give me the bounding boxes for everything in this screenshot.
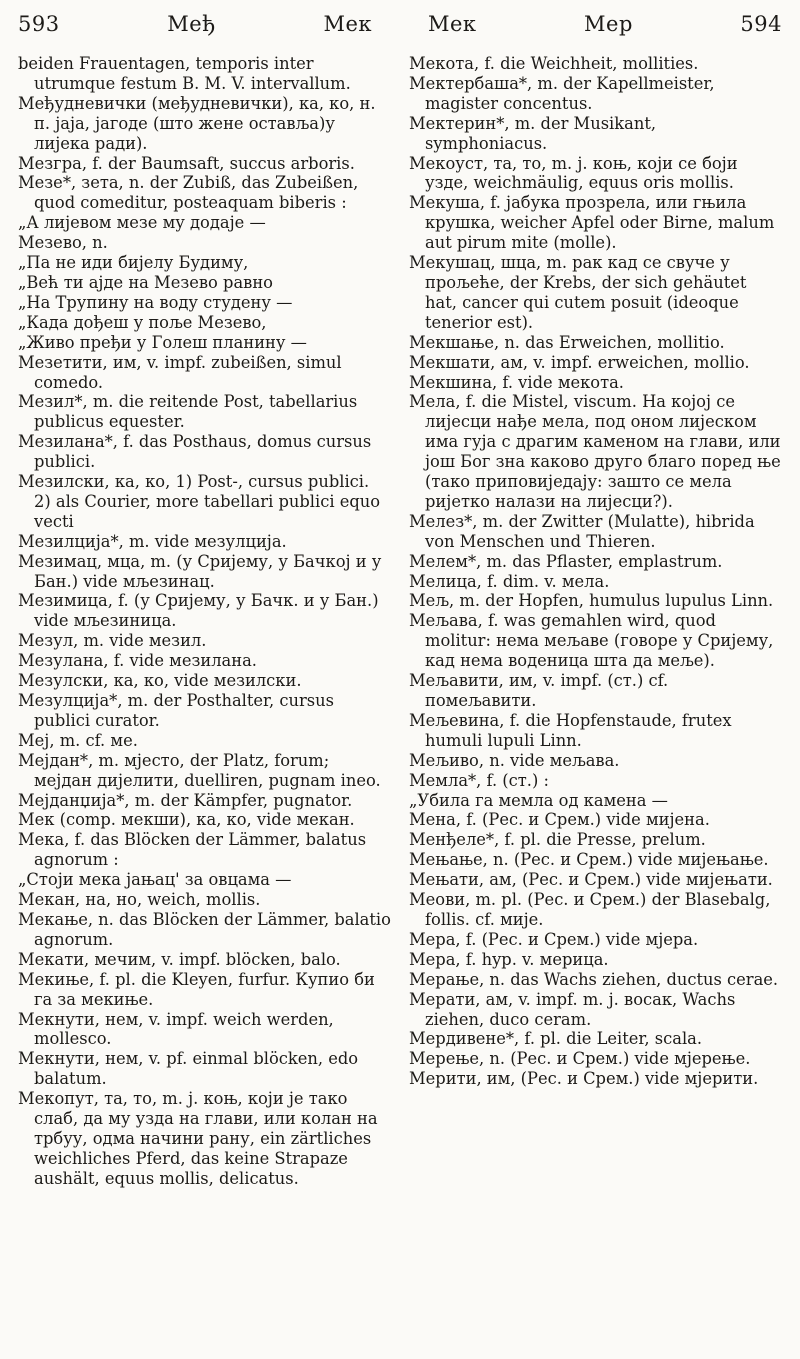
dictionary-entry: Мерати, ам, v. impf. m. j. восак, Wachs ziehen, duco ceram. (409, 989, 736, 1029)
dictionary-entry: Мела, f. die Mistel, viscum. На којој се лијесци нађе мела, под оном лијеском има гуја с драгим каменом на глави, или још Бог зна каково друго благо поред ње (тако приповиједају: зашто се мела ријетко налази на лијесци?). (409, 392, 781, 511)
dictionary-entry: Мектербаша*, m. der Kapellmeister, magister concentus. (409, 73, 715, 113)
dictionary-entry: Мек (comp. мекши), ка, ко, vide мекан. (18, 810, 355, 830)
dictionary-entry: Меј, m. cf. ме. (18, 730, 138, 750)
dictionary-entry: „Живо пређи у Голеш планину — (18, 332, 307, 352)
dictionary-entry: Меjдан*, m. мјесто, der Platz, forum; меjдан дијелити, duelliren, pugnam ineo. (18, 750, 381, 790)
dictionary-entry: Мезетити, им, v. impf. zubeißen, simul comedo. (18, 352, 342, 392)
dictionary-entry: Мељавити, им, v. impf. (ст.) cf. помељавити. (409, 671, 669, 710)
dictionary-entry: Мекан, на, но, weich, mollis. (18, 890, 261, 910)
left-guide-word-first: Међ (167, 12, 216, 36)
dictionary-entry: Мекање, n. das Blöcken der Lämmer, balatio agnorum. (18, 909, 391, 949)
dictionary-entry: „На Трупину на воду студену — (18, 292, 293, 312)
page-header (18, 12, 782, 46)
dictionary-entry: Мељ, m. der Hopfen, humulus lupulus Linn. (409, 591, 774, 611)
dictionary-entry: Мезилција*, m. vide мезулција. (18, 531, 287, 551)
dictionary-entry: Мезгра, f. der Baumsaft, succus arboris. (18, 153, 355, 173)
dictionary-entry: „Па не иди бијелу Будиму, (18, 253, 249, 273)
dictionary-entry: Мера, f. hyp. v. мерица. (409, 949, 609, 969)
dictionary-entry: Међудневички (међудневички), ка, ко, н. п. jaja, jaгоде (што жене оставља)у лијека ради). (18, 93, 376, 153)
dictionary-entry: Мезево, n. (18, 233, 108, 253)
dictionary-entry: Меови, m. pl. (Рес. и Срем.) der Blasebalg, follis. cf. мије. (409, 890, 771, 929)
left-column (18, 54, 400, 1189)
dictionary-entry: Мезулана, f. vide мезилана. (18, 651, 257, 671)
dictionary-entry: Мељевина, f. die Hopfenstaude, frutex humuli lupuli Linn. (409, 710, 732, 750)
dictionary-entry: Мелез*, m. der Zwitter (Mulatte), hibrida von Menschen und Thieren. (409, 511, 755, 551)
dictionary-entry: Мемла*, f. (ст.) : (409, 770, 549, 790)
dictionary-entry: Мердивене*, f. pl. die Leiter, scala. (409, 1029, 703, 1049)
dictionary-entry: „Већ ти аjде на Мезево равно (18, 272, 273, 292)
dictionary-entry: Мерити, им, (Рес. и Срем.) vide мјерити. (409, 1069, 759, 1089)
dictionary-entry: Мекиње, f. pl. die Kleyen, furfur. Купио би га за мекиње. (18, 969, 375, 1009)
dictionary-entry: „А лијевом мезе му додаје — (18, 213, 266, 233)
dictionary-entry: Мекуша, f. jабука прозрела, или гњила крушка, weicher Apfel oder Birne, malum aut pirum mite (molle). (409, 193, 775, 253)
dictionary-entry: Мекшање, n. das Erweichen, mollitio. (409, 332, 725, 352)
dictionary-entry: „Убила га мемла од камена — (409, 790, 668, 810)
dictionary-entry: Мезилски, ка, ко, 1) Post-, cursus publici. 2) als Courier, more tabellari publici equo vecti (18, 472, 381, 531)
dictionary-entry: Мезулски, ка, ко, vide мезилски. (18, 671, 302, 691)
right-page-number: 594 (740, 12, 782, 36)
dictionary-entry: Меjданџија*, m. der Kämpfer, pugnator. (18, 790, 353, 810)
dictionary-entry: Мељава, f. was gemahlen wird, quod molitur: нема мељаве (говоре у Сријему, кад нема воденица шта да меље). (409, 611, 774, 671)
dictionary-entry: Мекшина, f. vide мекота. (409, 372, 624, 392)
dictionary-entry: Мекопут, та, то, m. j. коњ, који је тако слаб, да му узда на глави, или колан на трбуу, одма начини рану, ein zärtliches weichliches Pferd, das keine Strapaze aushält, equus mollis, delicatus. (18, 1089, 378, 1188)
dictionary-columns (18, 54, 782, 1189)
dictionary-entry: Мезил*, m. die reitende Post, tabellarius publicus equester. (18, 392, 358, 432)
dictionary-entry: Мена, f. (Рес. и Срем.) vide мијена. (409, 810, 710, 830)
left-guide-word-last: Мек (323, 12, 372, 36)
header-right (400, 12, 782, 36)
dictionary-entry: Мењање, n. (Рес. и Срем.) vide мијењање. (409, 850, 769, 870)
dictionary-entry: Мера, f. (Рес. и Срем.) vide мјера. (409, 929, 699, 949)
dictionary-entry: Мекнути, нем, v. impf. weich werden, mollesco. (18, 1009, 334, 1049)
dictionary-entry: Мекота, f. die Weichheit, mollities. (409, 54, 699, 73)
dictionary-entry: Мекати, мечим, v. impf. blöcken, balo. (18, 949, 341, 969)
dictionary-entry: „Стоји мека јањац' за овцама — (18, 870, 292, 890)
dictionary-entry: Мезимац, мца, m. (у Сријему, у Бачкој и у Бан.) vide мљезинац. (18, 551, 382, 591)
right-column (400, 54, 782, 1189)
dictionary-entry: „Када дођеш у поље Мезево, (18, 312, 267, 332)
dictionary-entry: Мезе*, зета, n. der Zubiß, das Zubeißen, quod comeditur, posteaquam biberis : (18, 173, 359, 213)
dictionary-entry: Мерање, n. das Wachs ziehen, ductus cerae. (409, 969, 779, 989)
right-guide-word-last: Мер (584, 12, 633, 36)
dictionary-entry: Мекоуст, та, то, m. j. коњ, који се боји узде, weichmäulig, equus oris mollis. (409, 153, 738, 193)
right-guide-word-first: Мек (428, 12, 477, 36)
dictionary-entry: Мезилана*, f. das Posthaus, domus cursus publici. (18, 432, 372, 472)
dictionary-entry: Мењати, ам, (Рес. и Срем.) vide мијењати. (409, 870, 773, 890)
dictionary-entry: Мезимица, f. (у Сријему, у Бачк. и у Бан.) vide мљезиница. (18, 591, 379, 631)
dictionary-entry: beiden Frauentagen, temporis inter utrumque festum B. M. V. intervallum. (18, 54, 351, 93)
dictionary-entry: Мезулција*, m. der Posthalter, cursus publici curator. (18, 691, 334, 730)
dictionary-entry: Мерење, n. (Рес. и Срем.) vide мјерење. (409, 1049, 751, 1069)
dictionary-entry: Мекнути, нем, v. pf. einmal blöcken, edo balatum. (18, 1049, 359, 1089)
dictionary-entry: Мељиво, n. vide мељава. (409, 750, 620, 770)
dictionary-entry: Мека, f. das Blöcken der Lämmer, balatus agnorum : (18, 830, 367, 870)
dictionary-entry: Мекшати, ам, v. impf. erweichen, mollio. (409, 352, 750, 372)
dictionary-entry: Мелица, f. dim. v. мела. (409, 571, 610, 591)
dictionary-entry: Мезул, m. vide мезил. (18, 631, 207, 651)
dictionary-entry: Мектерин*, m. der Musikant, symphoniacus. (409, 113, 657, 153)
header-left (18, 12, 400, 36)
dictionary-entry: Мекушац, шца, m. рак кад се свуче у прољеће, der Krebs, der sich gehäutet hat, cancer qui cutem posuit (ideoque tenerior est). (409, 253, 747, 332)
dictionary-entry: Менђеле*, f. pl. die Presse, prelum. (409, 830, 706, 850)
left-page-number: 593 (18, 12, 60, 36)
dictionary-entry: Мелем*, m. das Pflaster, emplastrum. (409, 551, 723, 571)
